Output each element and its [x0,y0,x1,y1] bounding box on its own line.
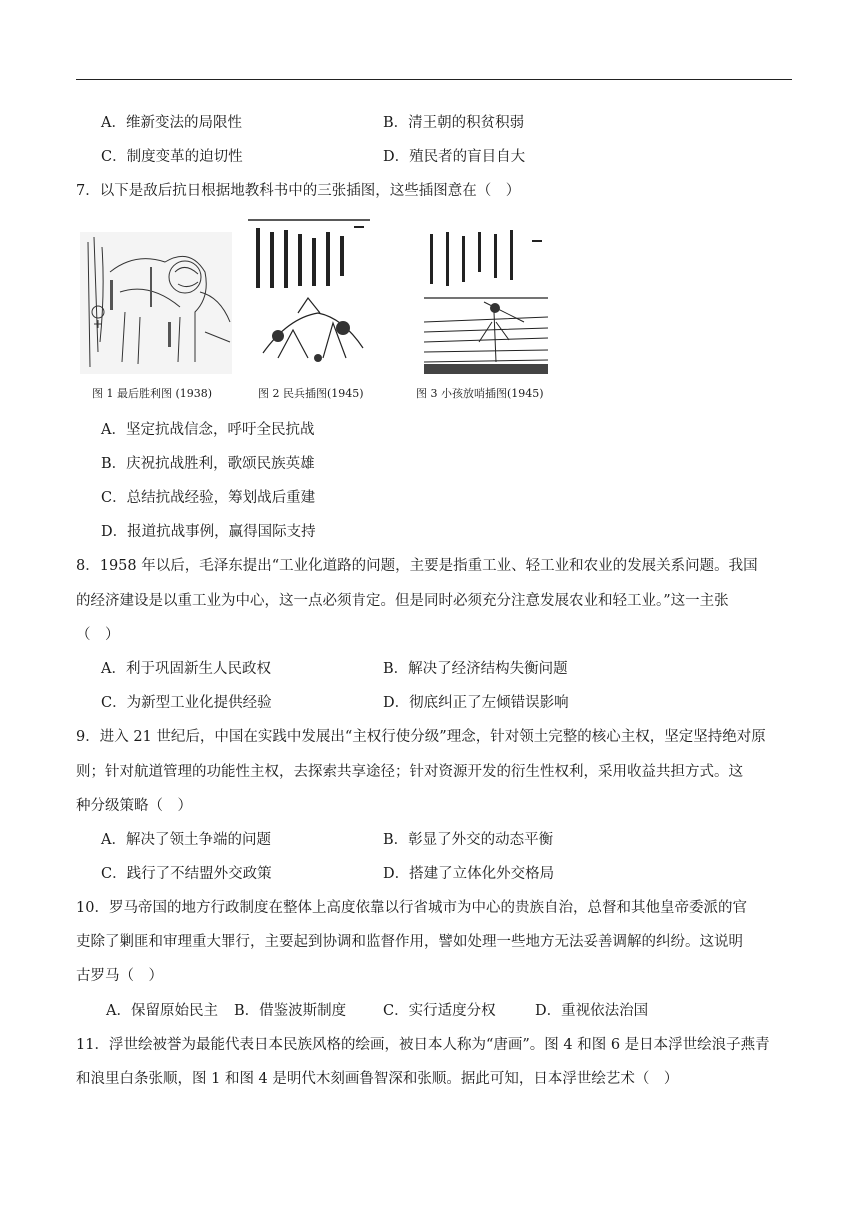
figure-1-caption: 图 1 最后胜利图 (1938) [92,387,213,400]
q10-option-a[interactable]: A．保留原始民主 [106,1003,218,1019]
figure-3-child-sentry-illustration [424,222,548,374]
q7-option-b[interactable]: B．庆祝抗战胜利，歌颂民族英雄 [101,456,315,472]
figure-1-victory-illustration [80,232,232,374]
q9-option-b[interactable]: B．彰显了外交的动态平衡 [383,832,554,848]
q6-option-c[interactable]: C．制度变革的迫切性 [101,149,243,165]
q9-option-d[interactable]: D．搭建了立体化外交格局 [383,866,555,882]
q8-option-d[interactable]: D．彻底纠正了左倾错误影响 [383,695,569,711]
q8-stem-line-3: （ ） [76,627,120,643]
figure-3-caption: 图 3 小孩放哨插图(1945) [416,387,544,400]
q6-option-d[interactable]: D．殖民者的盲目自大 [383,149,526,165]
q10-option-b[interactable]: B．借鉴波斯制度 [234,1003,347,1019]
q8-option-a[interactable]: A．利于巩固新生人民政权 [101,661,271,677]
q11-stem-line-1: 11．浮世绘被誉为最能代表日本民族风格的绘画，被日本人称为“唐画”。图 4 和图 6 是日本浮世绘浪子燕青 [76,1037,770,1053]
q10-stem-line-1: 10．罗马帝国的地方行政制度在整体上高度依靠以行省城市为中心的贵族自治，总督和其他皇帝委派的官 [76,900,747,916]
q10-stem-line-2: 吏除了剿匪和审理重大罪行，主要起到协调和监督作用，譬如处理一些地方无法妥善调解的纠纷。这说明 [76,934,743,950]
q9-option-c[interactable]: C．践行了不结盟外交政策 [101,866,272,882]
q8-stem-line-2: 的经济建设是以重工业为中心，这一点必须肯定。但是同时必须充分注意发展农业和轻工业。”这一主张 [76,593,729,609]
q8-option-c[interactable]: C．为新型工业化提供经验 [101,695,272,711]
q10-option-d[interactable]: D．重视依法治国 [535,1003,649,1019]
q9-stem-line-3: 种分级策略（ ） [76,798,192,814]
q9-stem-line-2: 则；针对航道管理的功能性主权，去探索共享途径；针对资源开发的衍生性权利，采用收益共担方式。这 [76,764,743,780]
figure-2-caption: 图 2 民兵插图(1945) [258,387,364,400]
q7-stem: 7．以下是敌后抗日根据地教科书中的三张插图，这些插图意在（ ） [76,183,521,199]
q11-stem-line-2: 和浪里白条张顺，图 1 和图 4 是明代木刻画鲁智深和张顺。据此可知，日本浮世绘艺术（ ） [76,1071,679,1087]
q7-option-c[interactable]: C．总结抗战经验，筹划战后重建 [101,490,316,506]
q6-option-b[interactable]: B．清王朝的积贫积弱 [383,115,525,131]
q9-stem-line-1: 9．进入 21 世纪后，中国在实践中发展出“主权行使分级”理念，针对领土完整的核心主权，坚定坚持绝对原 [76,729,766,745]
q6-option-a[interactable]: A．维新变法的局限性 [101,115,242,131]
q9-option-a[interactable]: A．解决了领土争端的问题 [101,832,271,848]
q7-option-d[interactable]: D．报道抗战事例，赢得国际支持 [101,524,316,540]
figure-2-militia-illustration [248,218,370,366]
q10-stem-line-3: 古罗马（ ） [76,968,163,984]
q7-option-a[interactable]: A．坚定抗战信念，呼吁全民抗战 [101,422,315,438]
q8-option-b[interactable]: B．解决了经济结构失衡问题 [383,661,568,677]
q8-stem-line-1: 8．1958 年以后，毛泽东提出“工业化道路的问题，主要是指重工业、轻工业和农业的发展关系问题。我国 [76,558,758,574]
header-rule [76,79,792,80]
q10-option-c[interactable]: C．实行适度分权 [383,1003,496,1019]
